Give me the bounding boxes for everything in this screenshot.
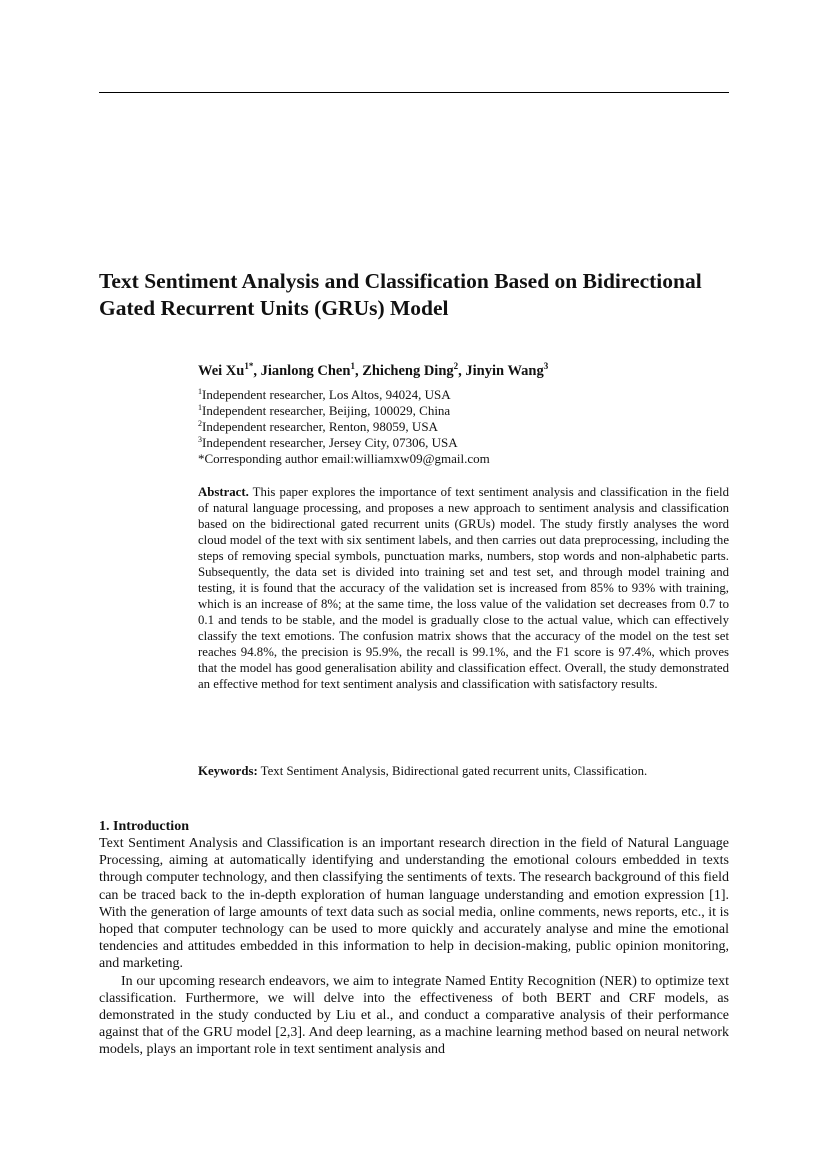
- author-name: Jianlong Chen: [260, 363, 351, 379]
- author-affiliation-mark: 2: [453, 361, 459, 371]
- paper-title: Text Sentiment Analysis and Classification Based on Bidirectional Gated Recurrent Units (GRUs) Model: [99, 269, 702, 320]
- affiliation-text: Independent researcher, Renton, 98059, USA: [202, 419, 438, 434]
- author-list: [198, 362, 548, 380]
- affiliation-line: [198, 419, 490, 435]
- affiliation-mark: 1: [198, 387, 202, 396]
- header-rule: [99, 92, 729, 93]
- author-separator: ,: [253, 363, 261, 379]
- author-separator: ,: [354, 363, 363, 379]
- section-heading-introduction: 1. Introduction: [99, 819, 189, 834]
- affiliation-text: Independent researcher, Jersey City, 07306, USA: [202, 435, 458, 450]
- affiliation-mark: 2: [198, 419, 202, 428]
- abstract-text: This paper explores the importance of text sentiment analysis and classification in the field of natural language processing, and proposes a new approach to sentiment analysis and classification based on the bidirectional gated recurrent units (GRUs) model. The study firstly analyses the word cloud model of the text with six sentiment labels, and then carries out data preprocessing, including the steps of removing special symbols, punctuation marks, numbers, stop words and non-alphabetic parts. Subsequently, the data set is divided into training set and test set, and through model training and testing, it is found that the accuracy of the validation set is increased from 85% to 93% with training, which is an increase of 8%; at the same time, the loss value of the validation set decreases from 0.7 to 0.1 and tends to be stable, and the model is gradually close to the actual value, which can effectively classify the text emotions. The confusion matrix shows that the accuracy of the model on the test set reaches 94.8%, the precision is 95.9%, the recall is 99.1%, and the F1 score is 97.4%, which proves that the model has good generalisation ability and classification effect. Overall, the study demonstrated an effective method for text sentiment analysis and classification with satisfactory results.: [198, 485, 729, 691]
- author-affiliation-mark: 3: [543, 361, 549, 371]
- keywords-text: Text Sentiment Analysis, Bidirectional gated recurrent units, Classification.: [257, 764, 648, 778]
- affiliation-line: [198, 403, 490, 419]
- keywords: [198, 763, 729, 779]
- affiliation-list: [198, 387, 490, 467]
- introduction-body: [99, 835, 729, 1059]
- affiliation-mark: 1: [198, 403, 202, 412]
- affiliation-line: [198, 435, 490, 451]
- affiliation-mark: 3: [198, 435, 202, 444]
- author-separator: ,: [458, 363, 466, 379]
- corresponding-author-text: *Corresponding author email:williamxw09@gmail.com: [198, 451, 490, 466]
- corresponding-author-line: [198, 451, 490, 467]
- keywords-label: Keywords:: [198, 764, 258, 778]
- author-affiliation-mark: 1*: [244, 361, 254, 371]
- abstract: [198, 484, 729, 692]
- author-name: Zhicheng Ding: [362, 363, 454, 379]
- affiliation-text: Independent researcher, Los Altos, 94024, USA: [202, 387, 451, 402]
- affiliation-text: Independent researcher, Beijing, 100029, China: [202, 403, 451, 418]
- affiliation-line: [198, 387, 490, 403]
- author-affiliation-mark: 1: [350, 361, 355, 371]
- introduction-paragraph: Text Sentiment Analysis and Classification is an important research direction in the field of Natural Language Processing, aiming at automatically identifying and understanding the emotional colours embedded in texts through computer technology, and then classifying the sentiments of texts. The research background of this field can be traced back to the in-depth exploration of human language understanding and emotion expression [1]. With the generation of large amounts of text data such as social media, online comments, news reports, etc., it is hoped that computer technology can be used to more quickly and accurately analyse and mine the emotional tendencies and attitudes embedded in this information to help in decision-making, public opinion monitoring, and marketing.: [99, 836, 729, 972]
- author-name: Jinyin Wang: [465, 363, 544, 379]
- abstract-label: Abstract.: [198, 485, 249, 499]
- introduction-paragraph: In our upcoming research endeavors, we aim to integrate Named Entity Recognition (NER) to optimize text classification. Furthermore, we will delve into the effectiveness of both BERT and CRF models, as demonstrated in the study conducted by Liu et al., and conduct a comparative analysis of their performance against that of the GRU model [2,3]. And deep learning, as a machine learning method based on neural network models, plays an important role in text sentiment analysis and: [99, 973, 729, 1058]
- author-name: Wei Xu: [198, 363, 245, 379]
